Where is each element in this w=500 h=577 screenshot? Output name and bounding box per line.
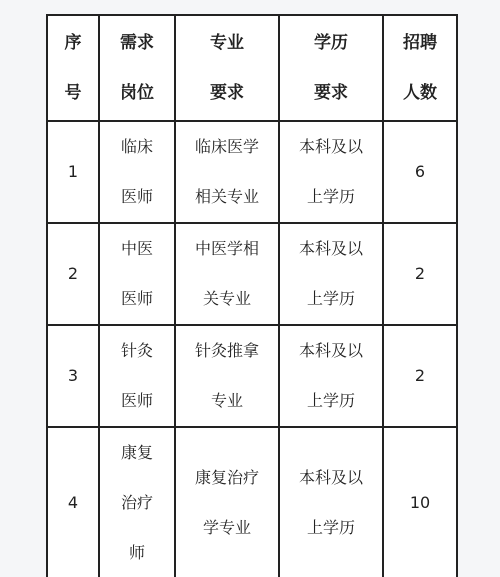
cell-major: 临床医学 相关专业: [175, 121, 279, 223]
table-header-row: [47, 15, 457, 121]
cell-major: 康复治疗 学专业: [175, 427, 279, 577]
cell-count: 10: [383, 427, 457, 577]
header-education: 学历 要求: [279, 15, 383, 121]
cell-count: 2: [383, 223, 457, 325]
header-major: 专业 要求: [175, 15, 279, 121]
recruitment-table: [46, 14, 458, 577]
header-position: 需求 岗位: [99, 15, 175, 121]
cell-index: 2: [47, 223, 99, 325]
cell-position: 康复 治疗 师: [99, 427, 175, 577]
cell-index: 1: [47, 121, 99, 223]
cell-education: 本科及以 上学历: [279, 325, 383, 427]
cell-position: 针灸 医师: [99, 325, 175, 427]
cell-education: 本科及以 上学历: [279, 427, 383, 577]
cell-count: 2: [383, 325, 457, 427]
cell-position: 临床 医师: [99, 121, 175, 223]
cell-index: 4: [47, 427, 99, 577]
cell-education: 本科及以 上学历: [279, 223, 383, 325]
header-index: 序 号: [47, 15, 99, 121]
cell-education: 本科及以 上学历: [279, 121, 383, 223]
table-row: [47, 325, 457, 427]
cell-count: 6: [383, 121, 457, 223]
cell-position: 中医 医师: [99, 223, 175, 325]
cell-index: 3: [47, 325, 99, 427]
cell-major: 中医学相 关专业: [175, 223, 279, 325]
table-row: [47, 121, 457, 223]
table-row: [47, 427, 457, 577]
cell-major: 针灸推拿 专业: [175, 325, 279, 427]
table-row: [47, 223, 457, 325]
header-count: 招聘 人数: [383, 15, 457, 121]
